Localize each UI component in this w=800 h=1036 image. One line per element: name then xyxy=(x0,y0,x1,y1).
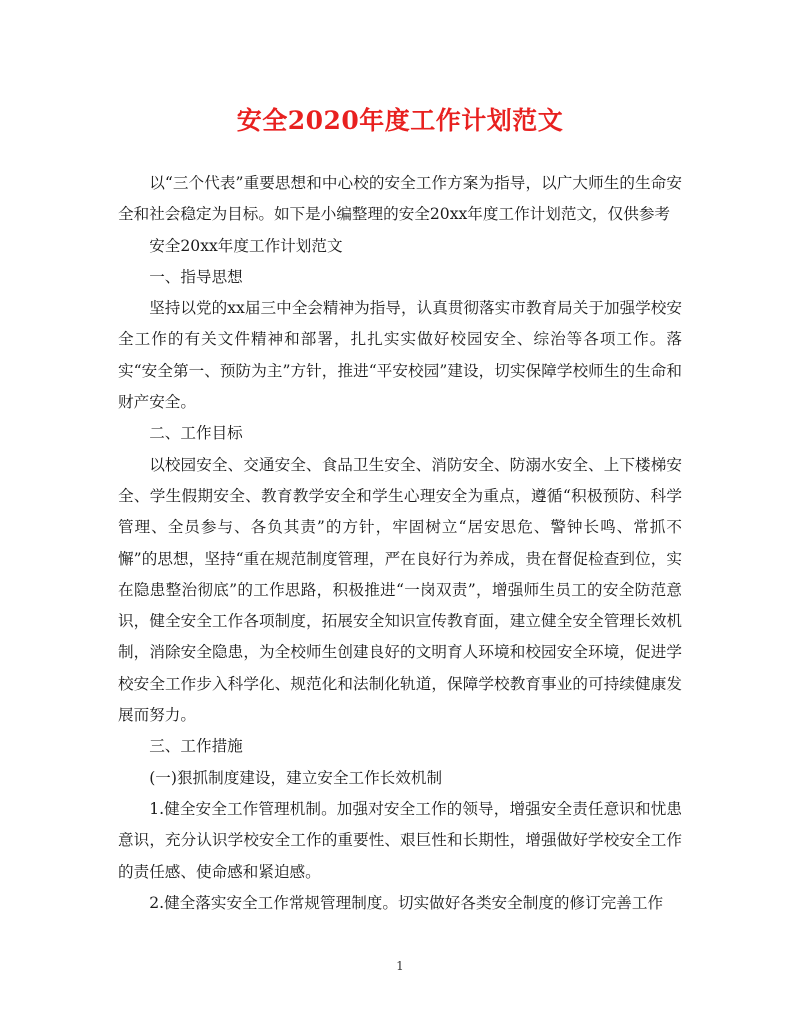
page-number: 1 xyxy=(396,959,404,973)
section-heading-work-goals: 二、工作目标 xyxy=(149,424,243,443)
work-goals-paragraph: 以校园安全、交通安全、食品卫生安全、消防安全、防溺水安全、上下楼梯安全、学生假期安全、教育教学安全和学生心理安全为重点，遵循“积极预防、科学管理、全员参与、各负其责”的方针，牢固树立“居安思危、警钟长鸣、常抓不懈”的思想，坚持“重在规范制度管理，严在良好行为养成，贵在督促检查到位，实在隐患整治彻底”的工作思路，积极推进“一岗双责”，增强师生员工的安全防范意识，健全安全工作各项制度，拓展安全知识宣传教育面，建立健全安全管理长效机制，消除安全隐患，为全校师生创建良好的文明育人环境和校园安全环境，促进学校安全工作步入科学化、规范化和法制化轨道，保障学校教育事业的可持续健康发展而努力。 xyxy=(118,455,682,725)
measure-item-2: 2.健全落实安全工作常规管理制度。切实做好各类安全制度的修订完善工作 xyxy=(149,893,664,912)
intro-paragraph: 以“三个代表”重要思想和中心校的安全工作方案为指导，以广大师生的生命安全和社会稳定为目标。如下是小编整理的安全20xx年度工作计划范文，仅供参考 xyxy=(118,174,682,224)
document-body xyxy=(118,168,682,919)
document-title: 安全2020年度工作计划范文 xyxy=(236,106,564,135)
measure-item-1: 1.健全安全工作管理机制。加强对安全工作的领导，增强安全责任意识和忧患意识，充分认识学校安全工作的重要性、艰巨性和长期性，增强做好学校安全工作的责任感、使命感和紧迫感。 xyxy=(118,799,682,881)
section-heading-work-measures: 三、工作措施 xyxy=(149,737,243,756)
section-heading-guiding-thought: 一、指导思想 xyxy=(149,267,243,286)
plan-heading: 安全20xx年度工作计划范文 xyxy=(149,236,343,255)
subsection-heading-system-building: (一)狠抓制度建设，建立安全工作长效机制 xyxy=(149,768,443,787)
guiding-thought-paragraph: 坚持以党的xx届三中全会精神为指导，认真贯彻落实市教育局关于加强学校安全工作的有关文件精神和部署，扎扎实实做好校园安全、综治等各项工作。落实“安全第一、预防为主”方针，推进“平安校园”建设，切实保障学校师生的生命和财产安全。 xyxy=(118,299,682,412)
